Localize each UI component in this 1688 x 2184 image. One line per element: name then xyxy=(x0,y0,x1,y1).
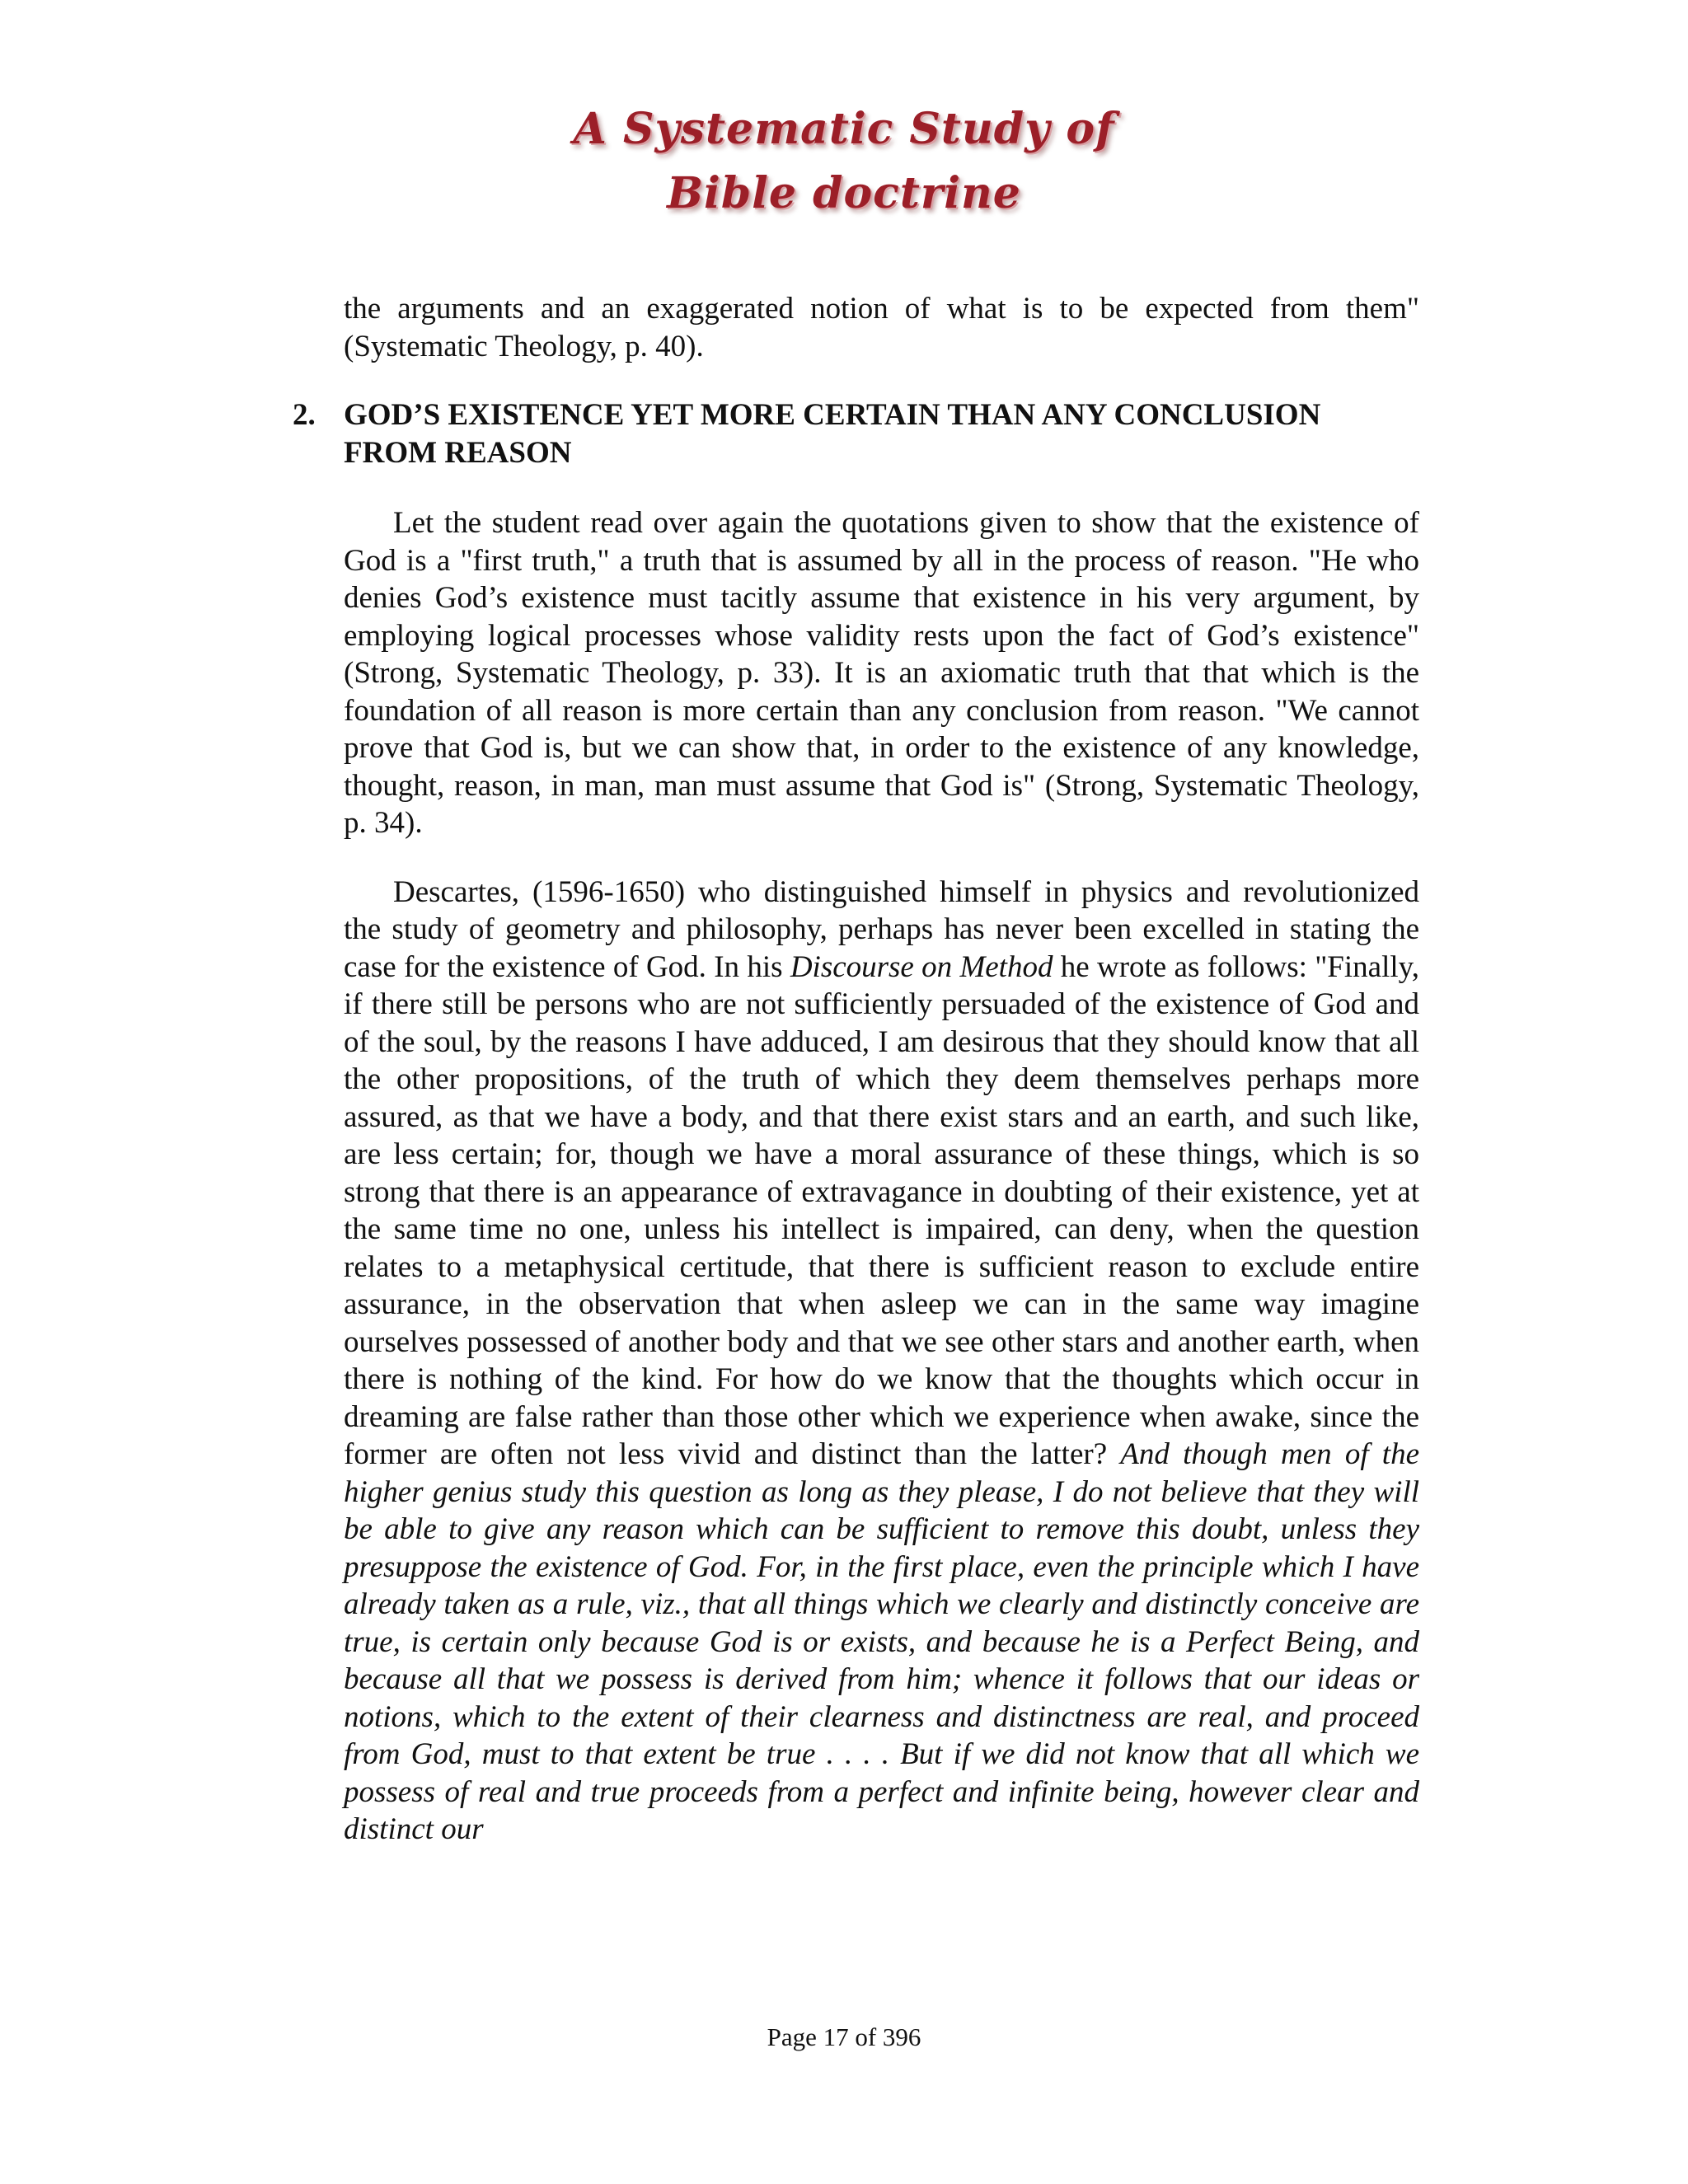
header-logo xyxy=(0,97,1688,226)
section-heading xyxy=(293,396,1419,471)
continuation-paragraph: the arguments and an exaggerated notion of what is to be expected from them" (Systematic Theology, p. 40). xyxy=(344,292,1419,363)
section-number: 2. xyxy=(293,398,316,432)
paragraph-descartes-italic-quote: And though men of the higher genius study this question as long as they please, I do not believe that they will be able to give any reason which can be sufficient to remove this doubt, unless they presuppose the existence of God. For, in the first place, even the principle which I have already taken as a rule, viz., that all things which we clearly and distinctly conceive are true, is certain only because God is or exists, and because he is a Perfect Being, and because all that we possess is derived from him; whence it follows that our ideas or notions, which to the extent of their clearness and distinctness are real, and proceed from God, must to that extent be true . . . . But if we did not know that all which we possess of real and true proceeds from a perfect and infinite being, however clear and distinct our xyxy=(344,1437,1419,1846)
book-title: Discourse on Method xyxy=(790,949,1053,984)
paragraph-descartes-intro: Descartes, (1596-1650) who distinguished himself in physics and revolutionized the study of geometry and philosophy, perhaps has never been excelled in stating the case for the existence of God. In his xyxy=(344,874,1419,984)
paragraph-descartes-quote: he wrote as follows: "Finally, if there still be persons who are not sufficiently persuaded of the existence of God and of the soul, by the reasons I have adduced, I am desirous that they should know that all the other propositions, of the truth of which they deem themselves perhaps more assured, as that we have a body, and that there exist stars and an earth, and such like, are less certain; for, though we have a moral assurance of these things, which is so strong that there is an appearance of extravagance in doubting of their existence, yet at the same time no one, unless his intellect is impaired, can deny, when the question relates to a metaphysical certitude, that there is sufficient reason to exclude entire assurance, in the observation that when asleep we can in the same way imagine ourselves possessed of another body and that we see other stars and another earth, when there is nothing of the kind. For how do we know that the thoughts which occur in dreaming are false rather than those other which we experience when awake, since the former are often not less vivid and distinct than the latter? xyxy=(344,949,1419,1471)
page-number: Page 17 of 396 xyxy=(767,2022,921,2051)
paragraph-first-truth: Let the student read over again the quotations given to show that the existence of God is a "first truth," a truth that is assumed by all in the process of reason. "He who denies God’s existence must tacitly assume that existence in his very argument, by employing logical processes whose validity rests upon the fact of God’s existence" (Strong, Systematic Theology, p. 33). It is an axiomatic truth that that which is the foundation of all reason is more certain than any conclusion from reason. "We cannot prove that God is, but we can show that, in order to the existence of any knowledge, thought, reason, in man, man must assume that God is" (Strong, Systematic Theology, p. 34). xyxy=(344,506,1419,840)
logo-line-1: A Systematic Study of xyxy=(573,104,1115,154)
section-title: GOD’S EXISTENCE YET MORE CERTAIN THAN ANY CONCLUSION FROM REASON xyxy=(344,398,1321,470)
paragraph-descartes xyxy=(344,874,1419,1849)
page-content xyxy=(293,290,1419,1880)
logo-line-2: Bible doctrine xyxy=(667,168,1021,218)
